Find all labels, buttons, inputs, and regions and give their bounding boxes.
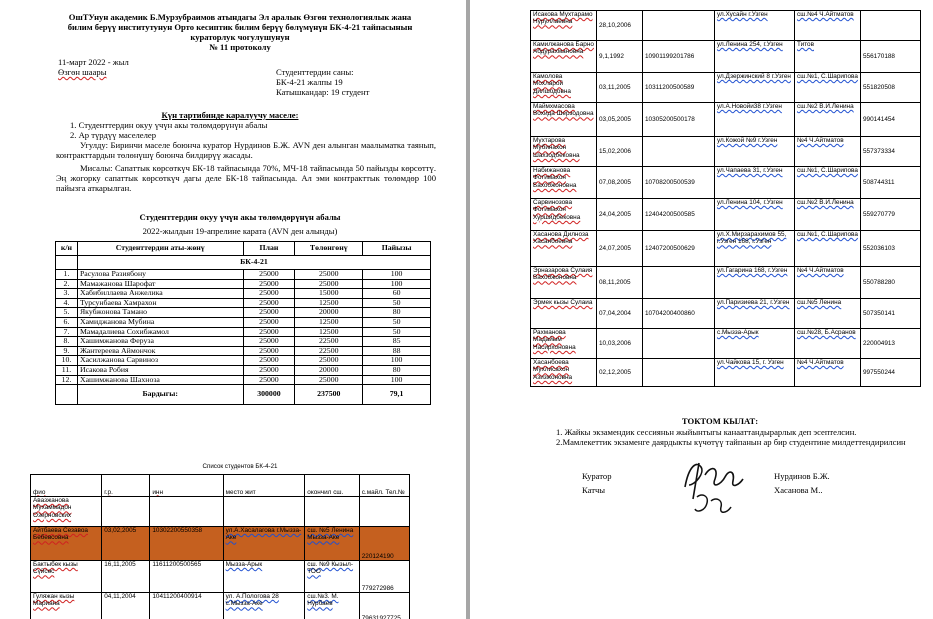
address: ул.А.Новойи38 г.Узген xyxy=(715,103,795,137)
birth-date: 24,04,2005 xyxy=(597,199,643,231)
student-row xyxy=(31,497,410,527)
payment-row xyxy=(56,327,431,337)
phone: 507350141 xyxy=(861,299,921,329)
student-row xyxy=(531,41,921,73)
paid-percent: 100 xyxy=(363,270,431,280)
inn: 10704200400860 xyxy=(643,299,715,329)
total-label: Бардыгы: xyxy=(77,385,243,405)
inn: 12404200500585 xyxy=(643,199,715,231)
payments-title: Студенттердин окуу үчүн акы төлөмдөрүнүн абалы xyxy=(139,212,341,222)
payments-table xyxy=(55,241,431,405)
agenda-title: Күн тартибинде каралуучу маселе: xyxy=(161,110,299,120)
inn: 10302200550358 xyxy=(150,527,223,561)
student-fio: Хасанова Дилноза Хасанбоевна xyxy=(531,231,597,267)
school: сш.№2 В.И.Ленина xyxy=(795,103,861,137)
school: сш. №9 Кызыл-ТОО xyxy=(305,561,359,593)
paid-percent: 100 xyxy=(363,375,431,385)
protocol-header xyxy=(40,12,440,52)
address: Мызза-Арык xyxy=(223,561,305,593)
payment-row xyxy=(56,375,431,385)
phone: 79631927725 xyxy=(359,593,409,619)
school: сш.№5 Ленина xyxy=(795,299,861,329)
payment-row xyxy=(56,279,431,289)
student-fio: Бактыбек кызы Сүйсөс xyxy=(31,561,102,593)
birth-date: 03,02,2005 xyxy=(102,527,150,561)
student-fio: Айтбаева Сезавоа Бебевсовна xyxy=(31,527,102,561)
paid-percent: 50 xyxy=(363,317,431,327)
row-number: 10. xyxy=(56,356,78,366)
address: ул.Гагарина 168, г.Узген xyxy=(715,267,795,299)
school xyxy=(305,497,359,527)
plan-amount: 25000 xyxy=(243,317,295,327)
school: Титов xyxy=(795,41,861,73)
attendance-block xyxy=(276,67,436,97)
student-row xyxy=(531,329,921,359)
student-name: Исакова Робия xyxy=(77,365,243,375)
birth-date: 24,07,2005 xyxy=(597,231,643,267)
agenda-item-2: 2. Ар түрдүү маселелер xyxy=(70,130,157,140)
paid-amount: 25000 xyxy=(295,279,363,289)
birth-date: 10,03,2006 xyxy=(597,329,643,359)
phone: 779272986 xyxy=(359,561,409,593)
student-name: Якубжонова Тамано xyxy=(77,308,243,318)
school: №4 Ч.Айтматов xyxy=(795,267,861,299)
paid-percent: 85 xyxy=(363,337,431,347)
payment-row xyxy=(56,298,431,308)
agenda-paragraph-2: Мисалы: Сапаттык көрсөткүч БК-18 тайпасында 70%, МЧ-18 тайпасында 50 пайызды көрсөттү. Эң жогорку сапаттык көрсөткүч дагы деле БК-18 тайпасында. Ал эми контракттык төлөмдөр 100 пайызга аткарылган. xyxy=(56,163,436,193)
row-number: 1. xyxy=(56,270,78,280)
birth-date: 07,04,2004 xyxy=(597,299,643,329)
student-fio: Эрмек кызы Сулаиа xyxy=(531,299,597,329)
inn: 10311200500589 xyxy=(643,73,715,103)
col-inn: инн xyxy=(150,475,223,497)
plan-amount: 25000 xyxy=(243,365,295,375)
paid-percent: 80 xyxy=(363,308,431,318)
school: сш.№1, С.Шарипова xyxy=(795,167,861,199)
header-line-4: № 11 протоколу xyxy=(209,42,271,52)
paid-percent: 100 xyxy=(363,279,431,289)
payments-header-row xyxy=(56,242,431,256)
attendance-total: БК-4-21 жалпы 19 xyxy=(276,77,343,87)
school: №4 Ч.Айтматов xyxy=(795,137,861,167)
col-birth: г.р. xyxy=(102,475,150,497)
school: №4 Ч.Айтматов xyxy=(795,359,861,387)
birth-date: 07,08,2005 xyxy=(597,167,643,199)
inn: 11611200500565 xyxy=(150,561,223,593)
address: ул.Дзержинский 8 г.Узген xyxy=(715,73,795,103)
students-list-table xyxy=(30,474,410,619)
paid-amount: 20000 xyxy=(295,308,363,318)
birth-date: 28,10,2006 xyxy=(597,11,643,41)
row-number: 11. xyxy=(56,365,78,375)
inn: 10305200500178 xyxy=(643,103,715,137)
birth-date: 9,1,1992 xyxy=(597,41,643,73)
total-paid: 237500 xyxy=(295,385,363,405)
inn: 10708200500539 xyxy=(643,167,715,199)
plan-amount: 25000 xyxy=(243,270,295,280)
header-line-1: ОшТУнун академик Б.Мурзубраимов атындагы Эл аралык Өзгөн технологиялык жана xyxy=(68,12,412,22)
payments-subtitle: 2022-жылдын 19-апрелине карата (AVN ден алынды) xyxy=(142,226,338,236)
paid-amount: 12500 xyxy=(295,317,363,327)
decision-title: ТОКТОМ КЫЛАТ: xyxy=(681,416,759,426)
payment-row xyxy=(56,270,431,280)
address: ул.Паризиева 21, г.Узген xyxy=(715,299,795,329)
decision-item-1: 1. Жайкы экзамендик сессияньн жыйынтыгы канааттандырарлык деп эсептелсин. xyxy=(556,427,857,437)
phone: 552036103 xyxy=(861,231,921,267)
student-row xyxy=(531,103,921,137)
decision-item-2: 2.Мамлекеттик экзаменге даярдыкты күчөтүү тайпанын ар бир студентине милдеттендирилсин xyxy=(556,437,906,447)
plan-amount: 25000 xyxy=(243,346,295,356)
agenda-item-1: 1. Студенттердин окуу үчүн акы төлөмдөрүнүн абалы xyxy=(70,120,268,130)
school: сш.№28, Б.Асранов xyxy=(795,329,861,359)
student-fio: Камилжанова Барно Абдурахмановна xyxy=(531,41,597,73)
inn xyxy=(643,359,715,387)
row-number: 9. xyxy=(56,346,78,356)
student-row xyxy=(31,561,410,593)
protocol-date: 11-март 2022 - жыл xyxy=(58,57,129,67)
student-fio: Набижанова Фотимахон Бахобжоновна xyxy=(531,167,597,199)
payment-row xyxy=(56,337,431,347)
curator-signature xyxy=(675,455,755,525)
student-row xyxy=(531,199,921,231)
student-name: Турсунбаева Хамрахон xyxy=(77,298,243,308)
paid-percent: 50 xyxy=(363,298,431,308)
plan-amount: 25000 xyxy=(243,289,295,299)
student-row xyxy=(31,527,410,561)
inn: 10901199201786 xyxy=(643,41,715,73)
plan-amount: 25000 xyxy=(243,298,295,308)
payment-row xyxy=(56,356,431,366)
paid-percent: 80 xyxy=(363,365,431,375)
paid-percent: 88 xyxy=(363,346,431,356)
address: ул.Ленина 104, г.Узген xyxy=(715,199,795,231)
inn xyxy=(643,137,715,167)
school: сш.№2 В.И.Ленина xyxy=(795,199,861,231)
address: ул.А.Хасалагова г.Мызза-Аке xyxy=(223,527,305,561)
address: ул.Чапаева 31, г.Узген xyxy=(715,167,795,199)
paid-amount: 25000 xyxy=(295,356,363,366)
students-list-title: Список студентов БК-4-21 xyxy=(202,463,278,470)
col-fio: фио xyxy=(31,475,102,497)
school: сш. №5 Ленина Мызза-Аке xyxy=(305,527,359,561)
inn xyxy=(643,11,715,41)
total-row xyxy=(56,385,431,405)
paid-amount: 12500 xyxy=(295,327,363,337)
curator-label: Куратор xyxy=(582,471,612,481)
inn xyxy=(643,267,715,299)
address: ул.Х.Мирзарахимов 55, г.Узген 168, г.Узген xyxy=(715,231,795,267)
student-row xyxy=(31,593,410,619)
student-name: Хабибиллаева Анжелика xyxy=(77,289,243,299)
plan-amount: 25000 xyxy=(243,356,295,366)
inn: 12407200500629 xyxy=(643,231,715,267)
payment-row xyxy=(56,346,431,356)
inn xyxy=(643,329,715,359)
paid-percent: 100 xyxy=(363,356,431,366)
col-percent: Пайызы xyxy=(363,242,431,256)
protocol-place: Өзгөн шаары xyxy=(58,67,107,77)
student-fio: Гуляжан кызы Мариана xyxy=(31,593,102,619)
payment-row xyxy=(56,317,431,327)
address: ул. А.Пологова 28 с.Мызза-Аке xyxy=(223,593,305,619)
school: сш.№3. М. Нурбаев xyxy=(305,593,359,619)
phone: 220124190 xyxy=(359,527,409,561)
col-plan: План xyxy=(243,242,295,256)
birth-date: 15,02,2006 xyxy=(597,137,643,167)
agenda-paragraph-1: Угулду: Биринчи маселе боюнча куратор Нурдинов Б.Ж. AVN ден алынган маалыматка таянып, контракттардын төлөнүшү боюнча билдирүү жасады. xyxy=(56,140,436,160)
col-name: Студенттердин аты-жөнү xyxy=(77,242,243,256)
student-row xyxy=(531,11,921,41)
student-name: Мамажанова Шарофат xyxy=(77,279,243,289)
paid-amount: 22500 xyxy=(295,346,363,356)
phone xyxy=(861,11,921,41)
school: сш.№1, С.Шарипова xyxy=(795,231,861,267)
paid-amount: 20000 xyxy=(295,365,363,375)
student-row xyxy=(531,73,921,103)
student-fio: Маймхмасова Вохида Шерзодовна xyxy=(531,103,597,137)
student-fio: Рахманова Мадайым Насирхоновна xyxy=(531,329,597,359)
address xyxy=(223,497,305,527)
student-fio: Хасанбоева Мухлисахон Азизжоновна xyxy=(531,359,597,387)
student-name: Хашимжанова Феруза xyxy=(77,337,243,347)
student-fio: Сарвинозова Фотимахон Хуршидбековна xyxy=(531,199,597,231)
header-line-3: кураторлук чогулушунун xyxy=(190,32,290,42)
phone: 220004913 xyxy=(861,329,921,359)
total-percent: 79,1 xyxy=(363,385,431,405)
address: с.Мызза-Арык xyxy=(715,329,795,359)
plan-amount: 25000 xyxy=(243,308,295,318)
student-row xyxy=(531,167,921,199)
total-plan: 300000 xyxy=(243,385,295,405)
row-number: 2. xyxy=(56,279,78,289)
payment-row xyxy=(56,289,431,299)
plan-amount: 25000 xyxy=(243,375,295,385)
paid-percent: 50 xyxy=(363,327,431,337)
row-number: 4. xyxy=(56,298,78,308)
school: сш.№1, С.Шарипова xyxy=(795,73,861,103)
birth-date: 08,11,2005 xyxy=(597,267,643,299)
col-school: окончил сш. xyxy=(305,475,359,497)
row-number: 3. xyxy=(56,289,78,299)
address: ул.Кожой №9 г.Узген xyxy=(715,137,795,167)
plan-amount: 25000 xyxy=(243,327,295,337)
student-row xyxy=(531,231,921,267)
student-name: Хашимжанова Шахноза xyxy=(77,375,243,385)
student-row xyxy=(531,299,921,329)
student-fio: Камолова Мохларой Дилшодовна xyxy=(531,73,597,103)
col-address: место жит xyxy=(223,475,305,497)
secretary-label: Катчы xyxy=(582,485,606,495)
col-number: к/н xyxy=(56,242,78,256)
phone: 551820508 xyxy=(861,73,921,103)
birth-date xyxy=(102,497,150,527)
birth-date: 04,11,2004 xyxy=(102,593,150,619)
student-row xyxy=(531,267,921,299)
student-name: Хамиджанова Мубина xyxy=(77,317,243,327)
paid-amount: 22500 xyxy=(295,337,363,347)
agenda-list xyxy=(70,120,430,140)
phone: 997550244 xyxy=(861,359,921,387)
phone: 508744311 xyxy=(861,167,921,199)
header-line-2: билим берүү институтунун Орто кесиптик билим берүү бөлүмүнүн БК-4-21 тайпасынын xyxy=(67,22,413,32)
secretary-name: Хасанова М.. xyxy=(774,485,823,495)
address: ул.Чайкова 15, г. Узген xyxy=(715,359,795,387)
paid-amount: 15000 xyxy=(295,289,363,299)
phone: 556170188 xyxy=(861,41,921,73)
birth-date: 02,12,2005 xyxy=(597,359,643,387)
paid-amount: 25000 xyxy=(295,270,363,280)
students-list-continued-table xyxy=(530,10,921,387)
group-row: БК-4-21 xyxy=(77,256,430,270)
inn xyxy=(150,497,223,527)
address: ул.Хусайн г.Узген xyxy=(715,11,795,41)
birth-date: 03,05,2005 xyxy=(597,103,643,137)
phone: 550788280 xyxy=(861,267,921,299)
col-paid: Төлөнгөнү xyxy=(295,242,363,256)
plan-amount: 25000 xyxy=(243,337,295,347)
student-fio: Эрназарова Сулаия Вахобжоновна xyxy=(531,267,597,299)
payment-row xyxy=(56,365,431,375)
paid-percent: 60 xyxy=(363,289,431,299)
student-fio: Мухтарова Мубинахон Шахзодбековна xyxy=(531,137,597,167)
row-number: 8. xyxy=(56,337,78,347)
col-phone: с.майл. Тел.№ xyxy=(359,475,409,497)
phone xyxy=(359,497,409,527)
plan-amount: 25000 xyxy=(243,279,295,289)
student-fio: Исакова Мухтарамо Нуруллаевна xyxy=(531,11,597,41)
paid-amount: 25000 xyxy=(295,375,363,385)
student-name: Хасилжанова Сарвиноз xyxy=(77,356,243,366)
school: сш.№4 Ч.Айтматов xyxy=(795,11,861,41)
row-number: 12. xyxy=(56,375,78,385)
row-number: 5. xyxy=(56,308,78,318)
attendance-title: Студенттердин саны: xyxy=(276,67,354,77)
student-name: Мамадалиева Сохибжамол xyxy=(77,327,243,337)
student-row xyxy=(531,137,921,167)
birth-date: 03,11,2005 xyxy=(597,73,643,103)
phone: 559270779 xyxy=(861,199,921,231)
address: ул.Ленина 254, г.Узген xyxy=(715,41,795,73)
document-page-left xyxy=(0,0,466,619)
birth-date: 16,11,2005 xyxy=(102,561,150,593)
student-row xyxy=(531,359,921,387)
payment-row xyxy=(56,308,431,318)
row-number: 7. xyxy=(56,327,78,337)
document-page-right xyxy=(470,0,933,619)
student-name: Жантереева Аймончок xyxy=(77,346,243,356)
student-fio: Авазжанова Мухаммадон Озерновских xyxy=(31,497,102,527)
phone: 990141454 xyxy=(861,103,921,137)
paid-amount: 12500 xyxy=(295,298,363,308)
curator-name: Нурдинов Б.Ж. xyxy=(774,471,830,481)
inn: 10411200400914 xyxy=(150,593,223,619)
attendance-present: Катышкандар: 19 студент xyxy=(276,87,370,97)
phone: 557373334 xyxy=(861,137,921,167)
student-name: Расулова Разиябону xyxy=(77,270,243,280)
students-header-row xyxy=(31,475,410,497)
row-number: 6. xyxy=(56,317,78,327)
